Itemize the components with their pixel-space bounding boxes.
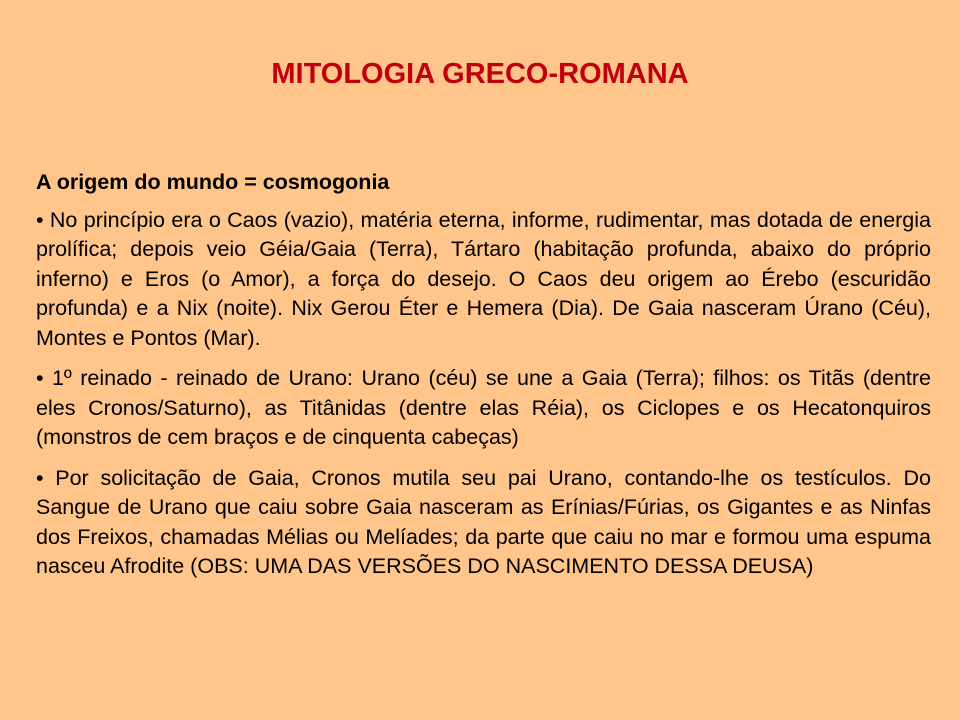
slide-title: MITOLOGIA GRECO-ROMANA <box>271 58 689 90</box>
paragraph-cosmogonia: • No princípio era o Caos (vazio), matéria eterna, informe, rudimentar, mas dotada de energia prolífica; depois veio Géia/Gaia (Terra), Tártaro (habitação profunda, abaixo do próprio inferno) e Eros (o Amor), a força do desejo. O Caos deu origem ao Érebo (escuridão profunda) e a Nix (noite). Nix Gerou Éter e Hemera (Dia). De Gaia nasceram Úrano (Céu), Montes e Pontos (Mar). <box>36 207 931 350</box>
paragraph-reinado-urano: • 1º reinado - reinado de Urano: Urano (céu) se une a Gaia (Terra); filhos: os Titãs (dentre eles Cronos/Saturno), as Titânidas (dentre elas Réia), os Ciclopes e os Hecatonquiros (monstros de cem braços e de cinquenta cabeças) <box>36 366 931 449</box>
slide-body <box>36 168 931 593</box>
paragraph-cronos-afrodite: • Por solicitação de Gaia, Cronos mutila seu pai Urano, contando-lhe os testículos. Do Sangue de Urano que caiu sobre Gaia nasceram as Erínias/Fúrias, os Gigantes e as Ninfas dos Freixos, chamadas Mélias ou Melíades; da parte que caiu no mar e formou uma espuma nasceu Afrodite (OBS: UMA DAS VERSÕES DO NASCIMENTO DESSA DEUSA) <box>36 465 931 578</box>
section-heading: A origem do mundo = cosmogonia <box>36 170 390 194</box>
